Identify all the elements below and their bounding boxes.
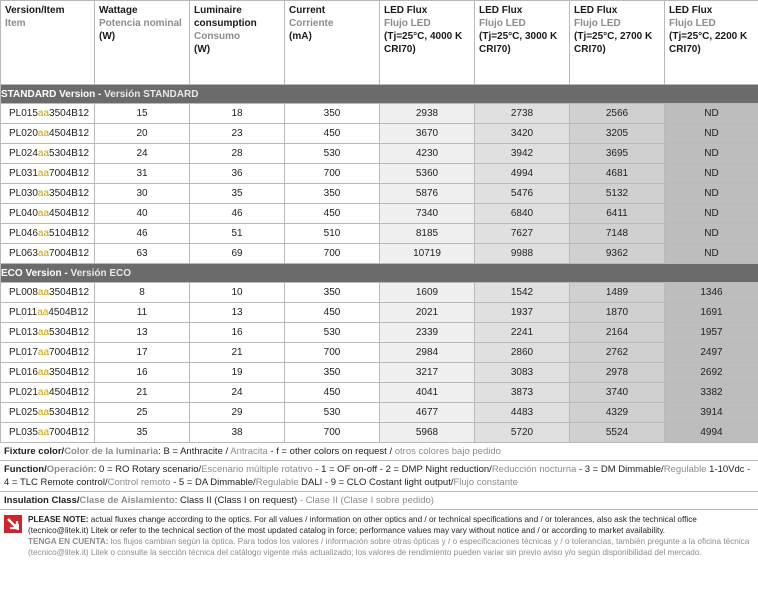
- item-code: PL020aa4504B12: [1, 124, 95, 144]
- current-cell: 700: [285, 343, 380, 363]
- flux-2200k-cell: 4994: [665, 423, 758, 443]
- consumption-cell: 19: [190, 363, 285, 383]
- flux-3000k-cell: 3873: [475, 383, 570, 403]
- current-cell: 450: [285, 124, 380, 144]
- wattage-cell: 35: [95, 423, 190, 443]
- flux-2200k-cell: 1691: [665, 303, 758, 323]
- consumption-cell: 10: [190, 283, 285, 303]
- flux-3000k-cell: 6840: [475, 204, 570, 224]
- disclaimer-text: PLEASE NOTE: actual fluxes change according to the optics. For all values / information on other optics and / or technical specifications and / or tolerances, also ask the technical office (tecnico@litek.it) Litek or refer to the technical section of the most updated catalog in force; performance values may vary without notice and / or according to market availability. TENGA EN CUENTA: los flujos cambian según la óptica. Para todos los valores / información sobre otras ópticas y / o especificaciones técnicas y / o tolerancias, también pregunte a la oficina técnica (tecnico@litek.it) Litek o consulte la sección técnica del catálogo vigente más actualizado; los valores de rendimiento pueden variar sin previo aviso y/o según disponibilidad del mercado.: [28, 515, 750, 557]
- flux-4000k-cell: 2021: [380, 303, 475, 323]
- section-title: STANDARD Version - Versión STANDARD: [1, 85, 758, 104]
- flux-2700k-cell: 2762: [570, 343, 665, 363]
- flux-3000k-cell: 2738: [475, 104, 570, 124]
- consumption-cell: 13: [190, 303, 285, 323]
- table-row: [1, 363, 758, 383]
- wattage-cell: 11: [95, 303, 190, 323]
- current-cell: 350: [285, 184, 380, 204]
- item-code: PL063aa7004B12: [1, 244, 95, 264]
- flux-2700k-cell: 2978: [570, 363, 665, 383]
- current-cell: 450: [285, 303, 380, 323]
- flux-2200k-cell: 2497: [665, 343, 758, 363]
- current-cell: 450: [285, 204, 380, 224]
- flux-2700k-cell: 5132: [570, 184, 665, 204]
- flux-4000k-cell: 4677: [380, 403, 475, 423]
- flux-2700k-cell: 6411: [570, 204, 665, 224]
- flux-2700k-cell: 3205: [570, 124, 665, 144]
- item-code: PL015aa3504B12: [1, 104, 95, 124]
- table-row: [1, 244, 758, 264]
- consumption-cell: 16: [190, 323, 285, 343]
- flux-2700k-cell: 9362: [570, 244, 665, 264]
- flux-2200k-cell: 3914: [665, 403, 758, 423]
- flux-2200k-cell: ND: [665, 124, 758, 144]
- flux-4000k-cell: 3670: [380, 124, 475, 144]
- item-code: PL040aa4504B12: [1, 204, 95, 224]
- wattage-cell: 31: [95, 164, 190, 184]
- flux-4000k-cell: 2984: [380, 343, 475, 363]
- section-header-row: [1, 264, 758, 283]
- consumption-cell: 35: [190, 184, 285, 204]
- header-flux-2200k: LED Flux Flujo LED (Tj=25°C, 2200 K CRI70): [665, 1, 758, 85]
- current-cell: 530: [285, 144, 380, 164]
- flux-2700k-cell: 2566: [570, 104, 665, 124]
- flux-2200k-cell: 1957: [665, 323, 758, 343]
- flux-3000k-cell: 1542: [475, 283, 570, 303]
- flux-2700k-cell: 1870: [570, 303, 665, 323]
- flux-3000k-cell: 4994: [475, 164, 570, 184]
- flux-2200k-cell: ND: [665, 184, 758, 204]
- table-body: [1, 85, 758, 443]
- table-row: [1, 423, 758, 443]
- flux-4000k-cell: 5360: [380, 164, 475, 184]
- current-cell: 530: [285, 323, 380, 343]
- consumption-cell: 23: [190, 124, 285, 144]
- flux-3000k-cell: 5476: [475, 184, 570, 204]
- item-code: PL013aa5304B12: [1, 323, 95, 343]
- current-cell: 350: [285, 104, 380, 124]
- fixture-color-note: Fixture color/Color de la luminaria: B = Anthracite / Antracita - f = other colors on request / otros colores bajo pedido: [0, 443, 758, 461]
- item-code: PL016aa3504B12: [1, 363, 95, 383]
- flux-2200k-cell: ND: [665, 244, 758, 264]
- item-code: PL017aa7004B12: [1, 343, 95, 363]
- flux-2700k-cell: 2164: [570, 323, 665, 343]
- function-note: Function/Operación: 0 = RO Rotary scenario/Escenario múltiple rotativo - 1 = OF on-off - 2 = DMP Night reduction/Reducción nocturna - 3 = DM Dimmable/Regulable 1-10Vdc - 4 = TLC Remote control/Control remoto - 5 = DA Dimmable/Regulable DALI - 9 = CLO Costant light output/Flujo constante: [0, 461, 758, 492]
- table-row: [1, 204, 758, 224]
- current-cell: 530: [285, 403, 380, 423]
- table-row: [1, 104, 758, 124]
- item-code: PL011aa4504B12: [1, 303, 95, 323]
- flux-4000k-cell: 4230: [380, 144, 475, 164]
- table-row: [1, 144, 758, 164]
- arrow-warning-icon: [4, 515, 22, 533]
- wattage-cell: 40: [95, 204, 190, 224]
- header-flux-4000k: LED Flux Flujo LED (Tj=25°C, 4000 K CRI70): [380, 1, 475, 85]
- disclaimer: [0, 510, 758, 558]
- flux-3000k-cell: 5720: [475, 423, 570, 443]
- flux-2700k-cell: 3695: [570, 144, 665, 164]
- flux-2700k-cell: 4329: [570, 403, 665, 423]
- item-code: PL024aa5304B12: [1, 144, 95, 164]
- item-code: PL008aa3504B12: [1, 283, 95, 303]
- header-flux-2700k: LED Flux Flujo LED (Tj=25°C, 2700 K CRI70): [570, 1, 665, 85]
- flux-4000k-cell: 4041: [380, 383, 475, 403]
- item-code: PL021aa4504B12: [1, 383, 95, 403]
- consumption-cell: 29: [190, 403, 285, 423]
- consumption-cell: 28: [190, 144, 285, 164]
- flux-3000k-cell: 2860: [475, 343, 570, 363]
- flux-2700k-cell: 4681: [570, 164, 665, 184]
- wattage-cell: 25: [95, 403, 190, 423]
- wattage-cell: 13: [95, 323, 190, 343]
- table-row: [1, 323, 758, 343]
- consumption-cell: 21: [190, 343, 285, 363]
- header-current: Current Corriente (mA): [285, 1, 380, 85]
- wattage-cell: 21: [95, 383, 190, 403]
- consumption-cell: 69: [190, 244, 285, 264]
- table-row: [1, 283, 758, 303]
- table-header-row: [1, 1, 758, 85]
- consumption-cell: 18: [190, 104, 285, 124]
- flux-4000k-cell: 8185: [380, 224, 475, 244]
- wattage-cell: 15: [95, 104, 190, 124]
- table-row: [1, 303, 758, 323]
- flux-2700k-cell: 3740: [570, 383, 665, 403]
- current-cell: 700: [285, 244, 380, 264]
- current-cell: 700: [285, 164, 380, 184]
- wattage-cell: 24: [95, 144, 190, 164]
- consumption-cell: 51: [190, 224, 285, 244]
- flux-4000k-cell: 5876: [380, 184, 475, 204]
- flux-3000k-cell: 1937: [475, 303, 570, 323]
- item-code: PL035aa7004B12: [1, 423, 95, 443]
- item-code: PL025aa5304B12: [1, 403, 95, 423]
- table-row: [1, 164, 758, 184]
- flux-2700k-cell: 7148: [570, 224, 665, 244]
- flux-4000k-cell: 2938: [380, 104, 475, 124]
- flux-2200k-cell: ND: [665, 204, 758, 224]
- flux-3000k-cell: 3942: [475, 144, 570, 164]
- flux-3000k-cell: 7627: [475, 224, 570, 244]
- flux-3000k-cell: 3420: [475, 124, 570, 144]
- consumption-cell: 36: [190, 164, 285, 184]
- wattage-cell: 20: [95, 124, 190, 144]
- wattage-cell: 8: [95, 283, 190, 303]
- wattage-cell: 46: [95, 224, 190, 244]
- flux-3000k-cell: 3083: [475, 363, 570, 383]
- current-cell: 700: [285, 423, 380, 443]
- notes-block: [0, 443, 758, 558]
- flux-2200k-cell: 2692: [665, 363, 758, 383]
- flux-4000k-cell: 7340: [380, 204, 475, 224]
- current-cell: 450: [285, 383, 380, 403]
- flux-4000k-cell: 3217: [380, 363, 475, 383]
- flux-4000k-cell: 5968: [380, 423, 475, 443]
- flux-2700k-cell: 1489: [570, 283, 665, 303]
- insulation-note: Insulation Class/Clase de Aislamiento: Class II (Class I on request) - Clase II (Clase I sobre pedido): [0, 492, 758, 510]
- table-row: [1, 383, 758, 403]
- flux-3000k-cell: 4483: [475, 403, 570, 423]
- current-cell: 350: [285, 363, 380, 383]
- wattage-cell: 17: [95, 343, 190, 363]
- flux-2200k-cell: 3382: [665, 383, 758, 403]
- table-row: [1, 184, 758, 204]
- flux-4000k-cell: 2339: [380, 323, 475, 343]
- consumption-cell: 38: [190, 423, 285, 443]
- header-consumption: Luminaire consumption Consumo (W): [190, 1, 285, 85]
- current-cell: 510: [285, 224, 380, 244]
- flux-2200k-cell: ND: [665, 164, 758, 184]
- wattage-cell: 63: [95, 244, 190, 264]
- current-cell: 350: [285, 283, 380, 303]
- header-version: Version/Item Item: [1, 1, 95, 85]
- flux-3000k-cell: 2241: [475, 323, 570, 343]
- table-row: [1, 224, 758, 244]
- flux-2700k-cell: 5524: [570, 423, 665, 443]
- table-row: [1, 403, 758, 423]
- flux-3000k-cell: 9988: [475, 244, 570, 264]
- table-row: [1, 343, 758, 363]
- table-row: [1, 124, 758, 144]
- consumption-cell: 24: [190, 383, 285, 403]
- item-code: PL030aa3504B12: [1, 184, 95, 204]
- section-header-row: [1, 85, 758, 104]
- header-wattage: Wattage Potencia nominal (W): [95, 1, 190, 85]
- flux-4000k-cell: 1609: [380, 283, 475, 303]
- flux-4000k-cell: 10719: [380, 244, 475, 264]
- flux-2200k-cell: ND: [665, 144, 758, 164]
- flux-2200k-cell: ND: [665, 224, 758, 244]
- consumption-cell: 46: [190, 204, 285, 224]
- header-flux-3000k: LED Flux Flujo LED (Tj=25°C, 3000 K CRI70): [475, 1, 570, 85]
- wattage-cell: 16: [95, 363, 190, 383]
- flux-2200k-cell: ND: [665, 104, 758, 124]
- flux-2200k-cell: 1346: [665, 283, 758, 303]
- item-code: PL046aa5104B12: [1, 224, 95, 244]
- wattage-cell: 30: [95, 184, 190, 204]
- item-code: PL031aa7004B12: [1, 164, 95, 184]
- section-title: ECO Version - Versión ECO: [1, 264, 758, 283]
